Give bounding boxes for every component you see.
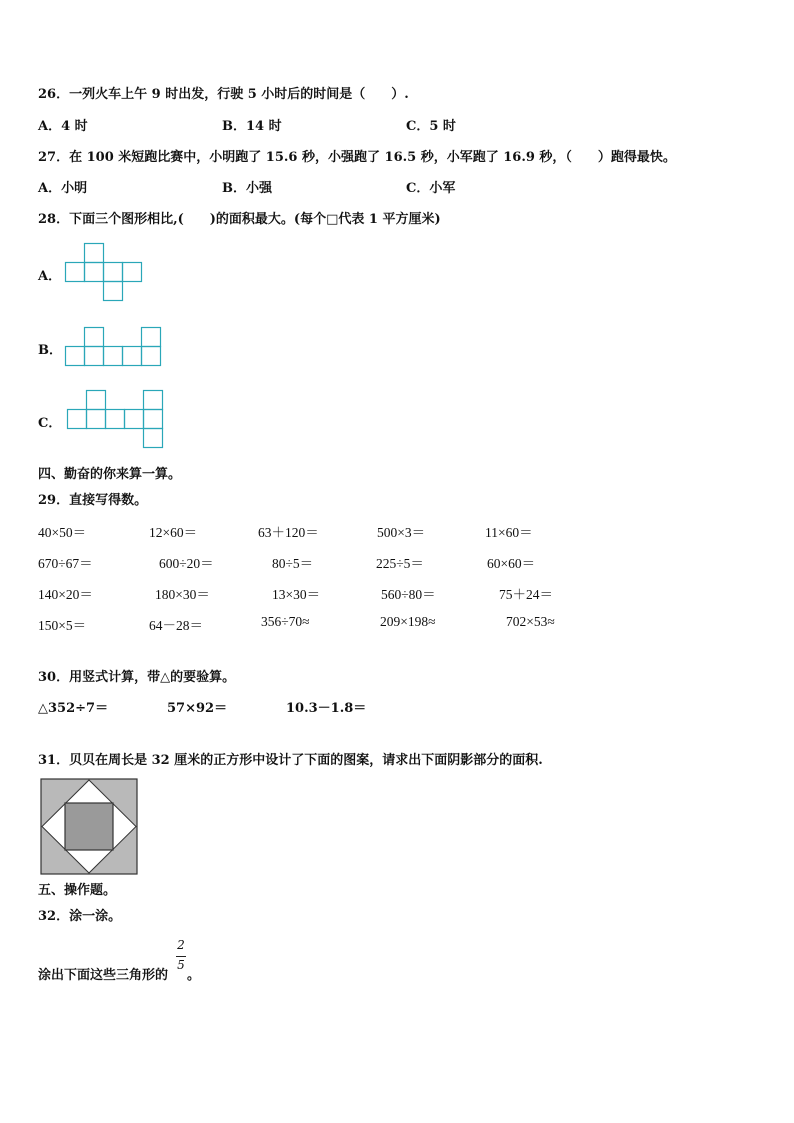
q28-label-a: A． [38,269,62,284]
q32-instruction: 涂出下面这些三角形的 [38,968,169,983]
calc-item: 64－28＝ [149,618,203,633]
q26-option-b: B．14 时 [222,119,282,134]
calc-item: 13×30＝ [272,587,321,602]
calc-item: 11×60＝ [485,525,533,540]
calc-item: 225÷5＝ [376,556,424,571]
calc-item: 560÷80＝ [381,587,436,602]
section-4-title: 四、勤奋的你来算一算。 [38,467,182,482]
calc-item: 150×5＝ [38,618,87,633]
q31-text: 31．贝贝在周长是 32 厘米的正方形中设计了下面的图案，请求出下面阴影部分的面积. [38,753,543,768]
calc-item: 60×60＝ [487,556,536,571]
q28-text: 28．下面三个图形相比,( )的面积最大。(每个□代表 1 平方厘米) [38,212,441,227]
q30-item-1: △352÷7＝ [38,701,109,716]
q27-option-a: A．小明 [38,181,88,196]
calc-item: 12×60＝ [149,525,198,540]
fraction-denominator: 5 [177,958,185,972]
q28-label-b: B． [38,343,62,358]
q26-option-a: A．4 时 [38,119,88,134]
section-5-title: 五、操作题。 [38,883,117,898]
calc-item: 180×30＝ [155,587,210,602]
q26-text: 26．一列火车上午 9 时出发，行驶 5 小时后的时间是（ ）. [38,87,409,102]
calc-item: 40×50＝ [38,525,87,540]
q28-figure-b [65,327,165,369]
q28-label-c: C． [38,416,62,431]
q29-text: 29．直接写得数。 [38,493,148,508]
q27-option-c: C．小军 [406,181,456,196]
q32-ending: 。 [187,968,201,983]
q31-square-pattern-figure [40,778,140,876]
q32-text: 32．涂一涂。 [38,909,122,924]
q28-figure-a [65,243,145,303]
q30-item-3: 10.3－1.8＝ [286,701,367,716]
q27-option-b: B．小强 [222,181,272,196]
calc-item: 75＋24＝ [499,587,553,602]
calc-item: 500×3＝ [377,525,426,540]
calc-item: 600÷20＝ [159,556,214,571]
calc-item: 702×53≈ [506,614,555,629]
q30-item-2: 57×92＝ [167,701,228,716]
q26-option-c: C．5 时 [406,119,456,134]
fraction-bar [176,956,186,957]
q27-text: 27．在 100 米短跑比赛中，小明跑了 15.6 秒，小强跑了 16.5 秒，小军跑了 16.9 秒，（ ）跑得最快。 [38,150,676,165]
calc-item: 670÷67＝ [38,556,93,571]
calc-item: 63＋120＝ [258,525,319,540]
calc-item: 140×20＝ [38,587,93,602]
calc-item: 80÷5＝ [272,556,314,571]
calc-item: 356÷70≈ [261,614,310,629]
fraction-numerator: 2 [177,938,185,952]
q30-text: 30．用竖式计算，带△的要验算。 [38,670,236,685]
calc-item: 209×198≈ [380,614,436,629]
q28-figure-c [67,390,167,450]
